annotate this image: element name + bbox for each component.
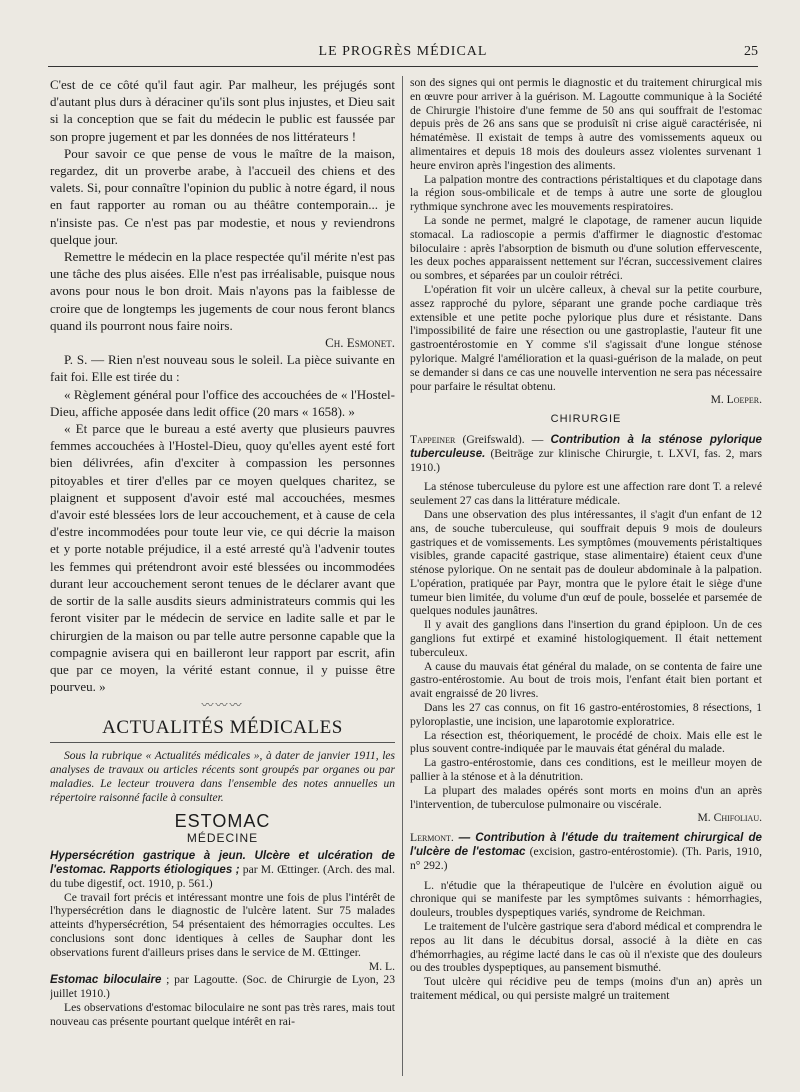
signature: Ch. Esmonet. [325,335,395,351]
article-paragraph: Dans une observation des plus intéressantes, il s'agit d'un enfant de 12 ans, de souche tuberculeuse, qui souffrait depuis 9 mois de douleurs gastriques et de vomissements. Les symptômes (mouvements péristaltiques visibles, grande capacité gastrique, stase alimentaire) étaient ceux d'une sténose pylorique. On ne sentait pas de douleur abdominale à la palpation. L'opération, pratiquée par Payr, montra que le pylore était le siège d'une tumeur bien limitée, du volume d'un œuf de poule, bosselée et parsemée de quelques nodules jaunâtres. [410,507,762,618]
paragraph: Remettre le médecin en la place respectée qu'il mérite n'est pas une tâche des plus aisées. Elle n'est pas irréalisable, puisque nous avons pour nous le bon droit. Mais n'ayons pas la faiblesse de croire que de longtemps les jugements de cour nous feront blancs quand ils pourront nous faire noirs. [50,249,395,333]
article-paragraph: Tout ulcère qui récidive peu de temps (moins d'un an) après un traitement médical, ou qui persiste malgré un traitement [410,975,762,1002]
left-column [50,76,395,1076]
article-reference: par M. Œttinger. (Arch. des mal. du tube digestif, oct. 1910, p. 561.) [50,862,395,890]
paragraph: Pour savoir ce que pense de vous le maître de la maison, regardez, dit un proverbe arabe, à l'accueil des chiens et des valets. Si, pour connaître l'opinion du public à notre égard, il nous en faut rapporter au roman ou au théâtre contemporain... je n'insiste pas. Ce n'est pas par modestie, et nous y reviendrons quelque jour. [50,145,395,247]
section-intro: Sous la rubrique « Actualités médicales », à dater de janvier 1911, les analyses de travaux ou articles récents sont groupés par organes ou par maladies. Le lecteur trouvera dans l'ensemble des notes annuelles un répertoire raisonné facile à consulter. [50,749,395,804]
article-paragraph: Dans les 27 cas connus, on fit 16 gastro-entérostomies, 8 résections, 1 pyloroplastie, une incision, une laparotomie exploratrice. [410,701,762,728]
article-paragraph: Le traitement de l'ulcère gastrique sera d'abord médical et comprendra le repos au lit dans le décubitus dorsal, associé à la diète en cas d'hémorrhagies, au régime lacté dans le cas où il n'existe que des douleurs ou des troubles dyspeptiques, au pansement bismuthé. [410,920,762,975]
signature: M. Loeper. [710,393,762,407]
article-signature: M. L. [368,959,395,973]
section-title: ACTUALITÉS MÉDICALES [50,719,395,743]
paragraph: La sonde ne permet, malgré le clapotage, de ramener aucun liquide stomacal. La radioscopie a permis d'affirmer le diagnostic d'estomac biloculaire : après l'absorption de bismuth ou d'une solution effervescente, les deux poches apparaissent nettement sur l'écran, successivement claires ou sombres, et séparées par un couloir rétréci. [410,213,762,283]
right-column [410,76,762,1076]
article-paragraph: La plupart des malades opérés sont morts en moins d'un an après l'intervention, de tuberculose pulmonaire ou viscérale. [410,783,762,811]
article-reference: ; par Lagoutte. (Soc. de Chirurgie de Lyon, 23 juillet 1910.) [50,973,395,1001]
article-title: Hypersécrétion gastrique à jeun. Ulcère et ulcération de l'estomac. Rapports étiologiques ; [50,849,395,876]
article-author: Tappeiner [410,432,456,446]
article-body: Les observations d'estomac biloculaire ne sont pas très rares, mais tout nouveau cas présente pourtant quelque intérêt en rai- [50,1000,395,1028]
article-title: — Contribution à l'étude du traitement chirurgical de l'ulcère de l'estomac [410,831,762,859]
article-paragraph: A cause du mauvais état général du malade, on se contenta de faire une gastro-entérostomie. Au bout de trois mois, l'enfant était bien portant et avait engraissé de 20 livres. [410,659,762,701]
article-reference: (Beiträge zur klinische Chirurgie, t. LXVI, fas. 2, mars 1910.) [410,446,762,474]
journal-title: LE PROGRÈS MÉDICAL [318,44,488,59]
article-title: Estomac biloculaire [50,973,162,987]
article-paragraph: La résection est, théoriquement, le procédé de choix. Mais elle est le plus souvent contre-indiquée par le mauvais état général du malade. [410,728,762,756]
article-paragraph: La sténose tuberculeuse du pylore est une affection rare dont T. a relevé seulement 27 cas dans la littérature médicale. [410,480,762,508]
column-divider [402,76,403,1076]
paragraph: La palpation montre des contractions péristaltiques et du clapotage dans la région sous-ombilicale et de temps à autre une sorte de glouglou rythmique synchrone avec les mouvements respiratoires. [410,172,762,214]
article-title: Contribution à la sténose pylorique tuberculeuse. [410,432,762,460]
page-number: 25 [744,44,758,59]
article-reference: (excision, gastro-entérostomie). (Th. Paris, 1910, n° 292.) [410,845,762,872]
subcategory-title: CHIRURGIE [550,413,622,426]
quote-title: « Règlement général pour l'office des accouchées de « l'Hostel-Dieu, affiche apposée dans ledit office (20 mars « 1658). » [50,386,395,419]
paragraph: C'est de ce côté qu'il faut agir. Par malheur, les préjugés sont d'autant plus durs à déraciner qu'ils sont plus injustes, et Dieu sait si la conception que se fait du médecin le public est faussée par son propre jugement et par les données de nos littérateurs ! [50,77,395,144]
article-heading [410,433,762,474]
paragraph: L'opération fit voir un ulcère calleux, à cheval sur la petite courbure, assez rapproché du pylore, séparant une grande poche cardiaque très extensible et une petite poche pylorique plus dure et résistante. Dans l'impossibilité de faire une résection ou une gastroplastie, l'auteur fit une gastroentérostomie en Y comme s'il s'agissait d'une longue sténose pylorique. Malgré l'amélioration et la quasi-guérison de la malade, on peut se demander si dans ce cas une nouvelle intervention ne sera pas nécessaire pour parfaire le résultat obtenu. [410,282,762,393]
article-body: Ce travail fort précis et intéressant montre une fois de plus l'intérêt de l'hypersécrétion dans le diagnostic de l'ulcère latent. Sur 75 malades atteints d'hypersécrétion, 54 présentaient des hémorragies occultes. Les conclusions sont donc identiques à celles de Sauphar dont les observations furent d'ailleurs prises dans le service de M. Œttinger. [50,890,395,959]
article-paragraph: L. n'étudie que la thérapeutique de l'ulcère en évolution aiguë ou chronique qui se manifeste par les symptômes suivants : hémorrhagies, douleurs, troubles dyspeptiques variés, syndrome de Reichman. [410,878,762,920]
paragraph: son des signes qui ont permis le diagnostic et du traitement chirurgical mis en œuvre pour arriver à la guérison. M. Lagoutte communique à la Société de Chirurgie l'histoire d'une femme de 50 ans qui souffrait de l'estomac depuis près de 26 ans sans que se produisît ni crise aiguë caractérisée, ni hématémèse. Il existait de temps à autre des vomissements aqueux ou alimentaires et depuis 18 mois des douleurs assez violentes survenant 1 heure environ après l'ingestion des aliments. [410,76,762,172]
subcategory-title: MÉDECINE [186,830,259,845]
signature: M. Chifoliau. [697,811,762,825]
quote-body: « Et parce que le bureau a esté averty que plusieurs pauvres femmes accouchées à l'Hostel-Dieu, quoy qu'elles ayent esté fort bien délivrées, afin d'exciter à compassion les personnes pitoyables et tirer d'elles par ce moyen quelques charitez, se plaignent et supposent d'avoir esté mal accouchées, mesmes d'avoir esté blessées lors de leur accouchement, et à cause de cela d'estre incommodées pour toute leur vie, ce qui décrie la maison et y porte notable préjudice, il a esté arresté qu'à l'advenir toutes les femmes qui prétendront avoir esté blessées ou incommodées durant leur accouchement seront tenues de le déclarer avant que de sortir de la salle ausdits sieurs administrateurs commis qui les feront visiter par le médecin de service en ladite salle et par le chirurgien de la maison ou par telle autre personne capable que la compagnie avisera qui en bailleront leur rapport par escrit, afin que par ce moyen, la vérité estant connue, il y puisse être pourveu. » [50,421,395,695]
article-heading [410,831,762,872]
article-location: (Greifswald). — [462,432,544,446]
article-paragraph: La gastro-entérostomie, dans ces conditions, est le meilleur moyen de pallier à la sténose et à la dénutrition. [410,756,762,784]
article-author: Lermont. [410,831,454,845]
page-header [48,44,758,67]
postscript: P. S. — Rien n'est nouveau sous le soleil. La pièce suivante en fait foi. Elle est tirée du : [50,352,395,385]
ornament-divider: 〰〰〰 [201,698,244,713]
category-title: ESTOMAC [174,810,271,831]
article-paragraph: Il y avait des ganglions dans l'insertion du grand épiploon. Un de ces ganglions fut extirpé et examiné histologiquement. Il était nettement tuberculeux. [410,618,762,659]
article [50,849,395,1028]
